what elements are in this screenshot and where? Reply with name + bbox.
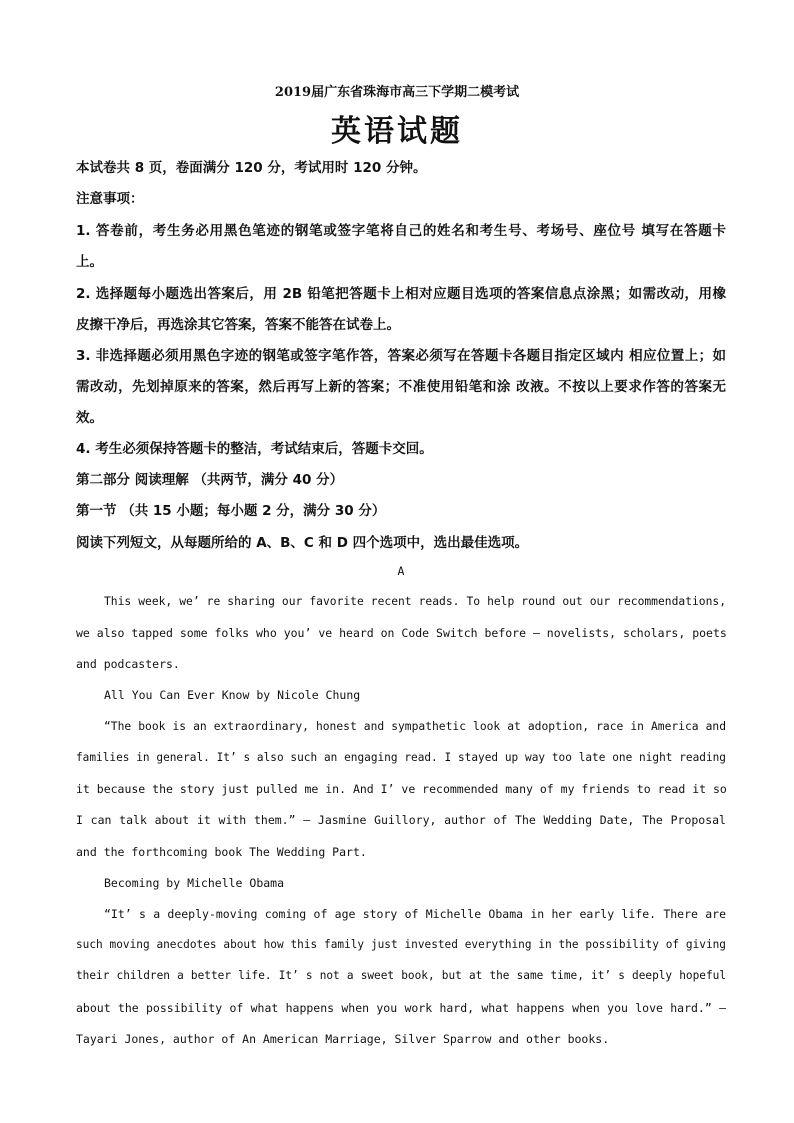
exam-subtitle: 2019届广东省珠海市高三下学期二模考试 — [274, 85, 520, 100]
section-heading: 第一节 （共 15 小题；每小题 2 分，满分 30 分） — [76, 503, 386, 519]
note-2-line-1: 2. 选择题每小题选出答案后，用 2B 铅笔把答题卡上相对应题目选项的答案信息点涂黑；如需改动，用橡 — [76, 286, 726, 302]
book-2-title: Becoming by Michelle Obama — [104, 876, 285, 890]
book-2-line-5: Tayari Jones, author of An American Marriage, Silver Sparrow and other books. — [76, 1032, 610, 1046]
book-1-title: All You Can Ever Know by Nicole Chung — [104, 688, 361, 702]
exam-info: 本试卷共 8 页，卷面满分 120 分，考试用时 120 分钟。 — [76, 160, 427, 176]
reading-instruction: 阅读下列短文，从每题所给的 A、B、C 和 D 四个选项中，选出最佳选项。 — [76, 535, 529, 551]
passage-label: A — [397, 564, 405, 578]
note-1-line-2: 上。 — [76, 254, 103, 270]
book-2-line-3: their children a better life. It’ s not a sweet book, but at the same time, it’ s deeply hopeful — [76, 969, 726, 982]
book-2-line-2: such moving anecdotes about how this family just invested everything in the possibility of giving — [76, 938, 726, 951]
passage-p1-line-2: we also tapped some folks who you’ ve heard on Code Switch before — novelists, scholars, poets — [76, 626, 727, 640]
note-3-line-1: 3. 非选择题必须用黑色字迹的钢笔或签字笔作答，答案必须写在答题卡各题目指定区域内 相应位置上；如 — [76, 348, 726, 364]
note-1-line-1: 1. 答卷前，考生务必用黑色笔迹的钢笔或签字笔将自己的姓名和考生号、考场号、座位号 填写在答题卡 — [76, 223, 726, 239]
passage-p1-line-3: and podcasters. — [76, 657, 180, 671]
book-1-line-1: “The book is an extraordinary, honest and sympathetic look at adoption, race in America and — [104, 720, 726, 733]
note-3-line-3: 效。 — [76, 410, 103, 426]
page-title: 英语试题 — [331, 114, 463, 149]
notes-heading: 注意事项： — [76, 191, 144, 207]
passage-p1-line-1: This week, we’ re sharing our favorite recent reads. To help round out our recommendations, — [104, 595, 726, 608]
note-2-line-2: 皮擦干净后，再选涂其它答案，答案不能答在试卷上。 — [76, 317, 400, 333]
book-1-line-4: I can talk about it with them.” — Jasmine Guillory, author of The Wedding Date, The Proposal — [76, 813, 726, 827]
book-1-line-5: and the forthcoming book The Wedding Part. — [76, 845, 367, 859]
book-2-line-4: about the possibility of what happens when you work hard, what happens when you love hard.” — — [76, 1001, 726, 1015]
book-2-line-1: “It’ s a deeply-moving coming of age story of Michelle Obama in her early life. There are — [104, 907, 726, 921]
note-3-line-2: 需改动，先划掉原来的答案，然后再写上新的答案；不准使用铅笔和涂 改液。不按以上要求作答的答案无 — [76, 379, 726, 395]
book-1-line-2: families in general. It’ s also such an engaging read. I stayed up way too late one night reading — [76, 751, 726, 764]
note-4: 4. 考生必须保持答题卡的整洁，考试结束后，答题卡交回。 — [76, 441, 433, 457]
part-heading: 第二部分 阅读理解 （共两节，满分 40 分） — [76, 472, 344, 488]
book-1-line-3: it because the story just pulled me in. And I’ ve recommended many of my friends to read it so — [76, 782, 727, 796]
